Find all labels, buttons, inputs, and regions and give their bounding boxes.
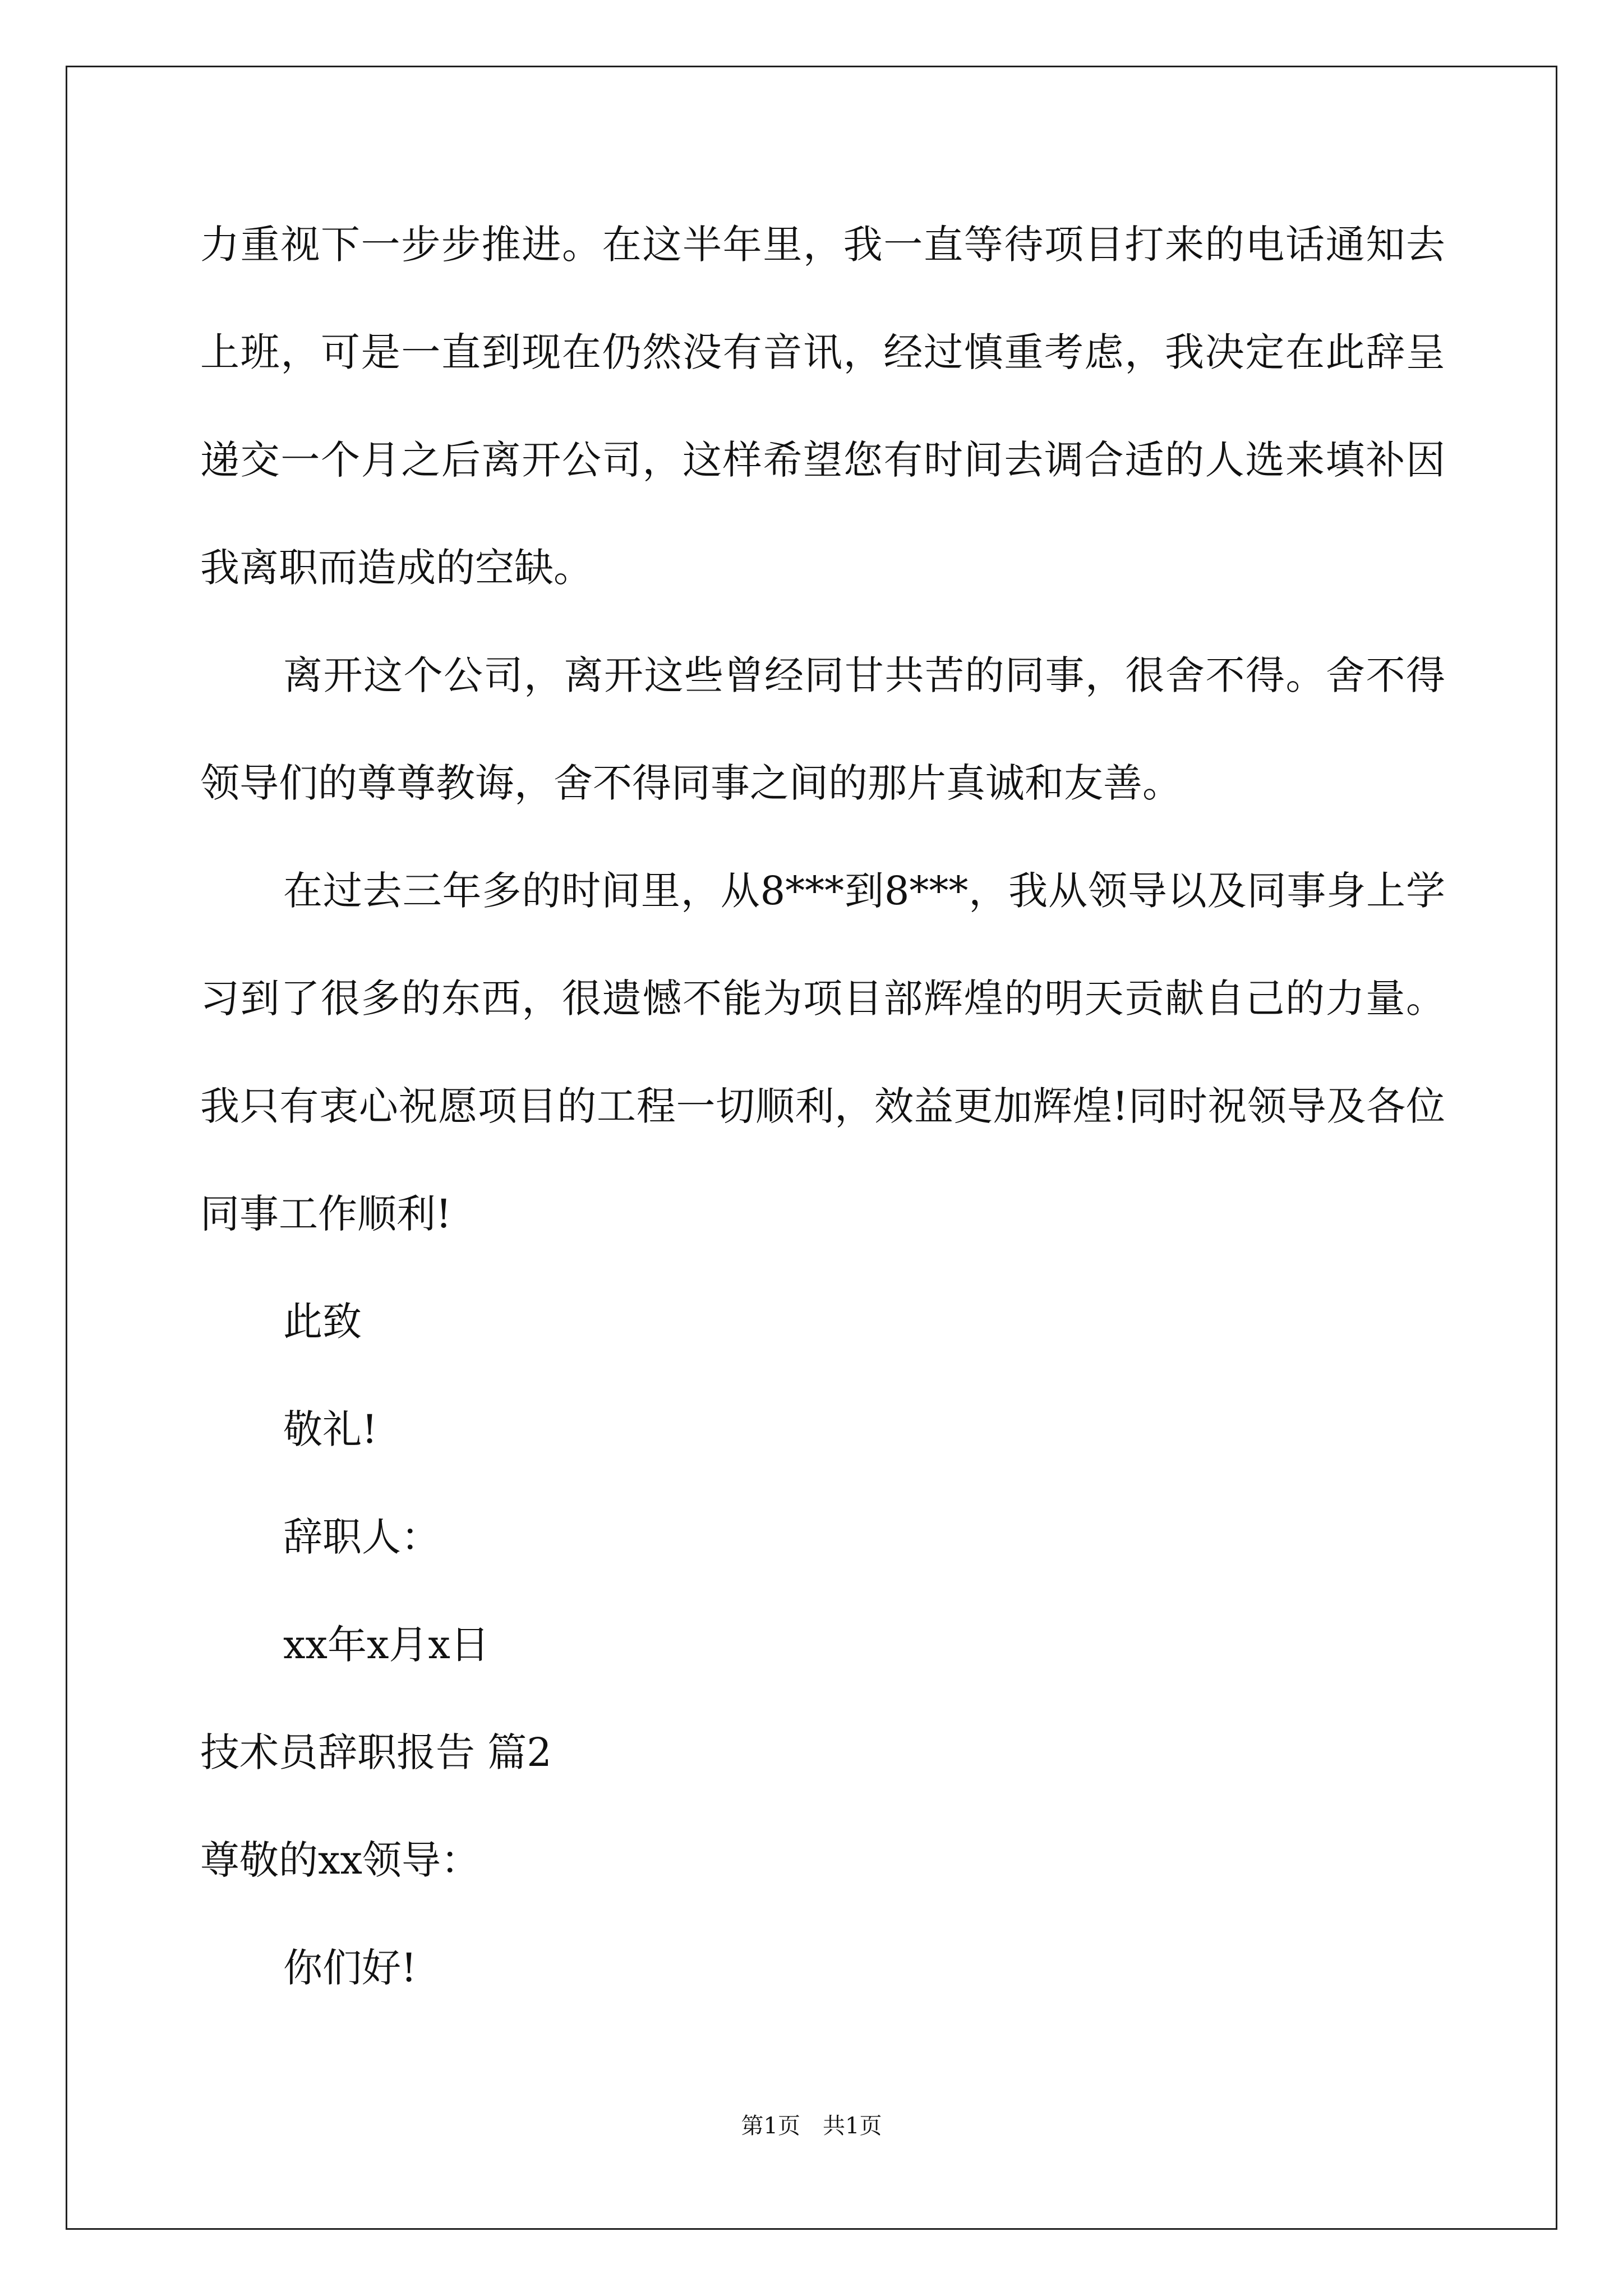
signature-date: xx年x月x日 (283, 1622, 490, 1668)
salutation: 尊敬的xx领导： (200, 1837, 480, 1883)
document-body (200, 191, 1445, 2022)
closing-jingli: 敬礼! (283, 1406, 378, 1452)
paragraph-gratitude: 在过去三年多的时间里，从8***到8***，我从领导以及同事身上学习到了很多的东西，很遗憾不能为项目部辉煌的明天贡献自己的力量。我只有衷心祝愿项目的工程一切顺利，效益更加辉煌!同时祝领导及各位同事工作顺利! (200, 868, 1445, 1237)
signature-label: 辞职人： (283, 1514, 440, 1560)
page-number-footer: 第1页 共1页 (741, 2113, 882, 2139)
closing-cizhi: 此致 (283, 1299, 362, 1345)
paragraph-continuation: 力重视下一步步推进。在这半年里，我一直等待项目打来的电话通知去上班，可是一直到现在仍然没有音讯，经过慎重考虑，我决定在此辞呈递交一个月之后离开公司，这样希望您有时间去调合适的人选来填补因我离职而造成的空缺。 (200, 222, 1445, 591)
section-heading: 技术员辞职报告 篇2 (200, 1729, 552, 1775)
paragraph-leaving-colleagues: 离开这个公司，离开这些曾经同甘共苦的同事，很舍不得。舍不得领导们的尊尊教诲，舍不得同事之间的那片真诚和友善。 (200, 652, 1445, 806)
greeting: 你们好! (283, 1945, 417, 1991)
